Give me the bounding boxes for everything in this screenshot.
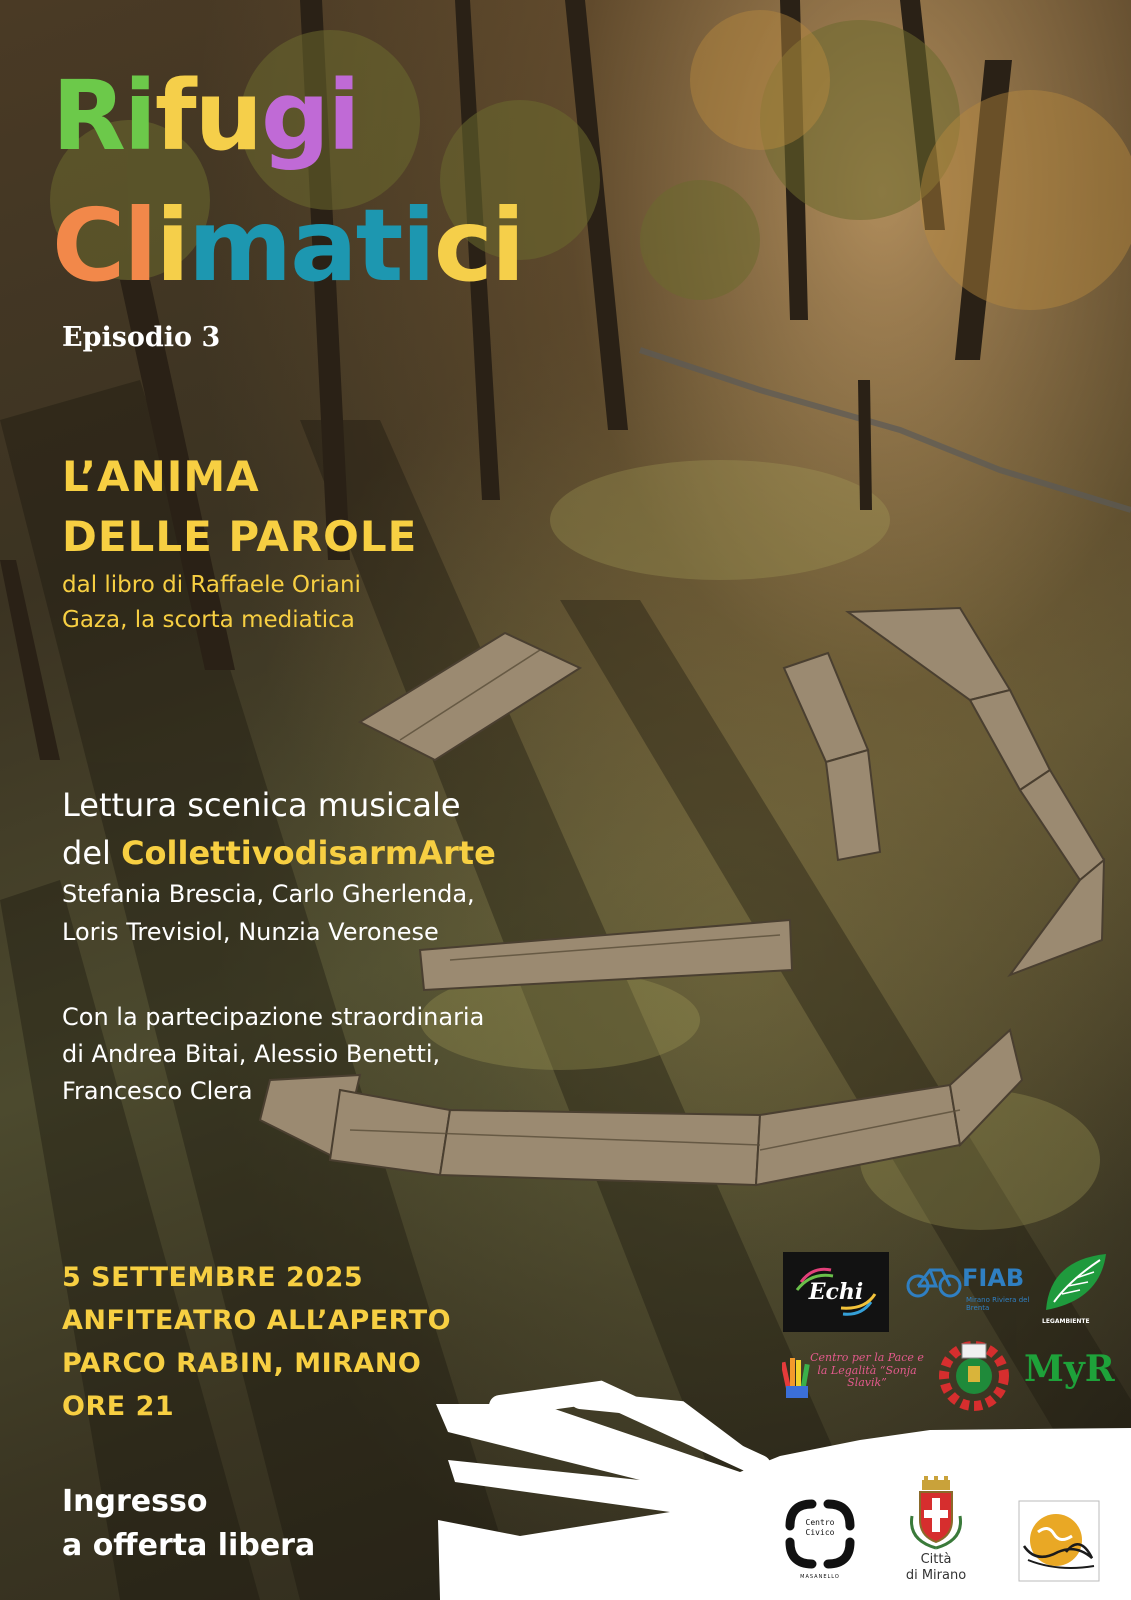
citta-line-1: Città	[920, 1552, 952, 1567]
performers-line-1: Stefania Brescia, Carlo Gherlenda,	[62, 880, 475, 908]
book-author: dal libro di Raffaele Oriani	[62, 572, 361, 598]
headline-line-2: DELLE PAROLE	[62, 512, 418, 561]
title-segment: ti	[355, 187, 434, 304]
title-line-1	[52, 60, 359, 172]
title-segment: ma	[187, 187, 356, 304]
title-segment: i	[155, 187, 188, 304]
title-segment: Ri	[52, 60, 155, 172]
centro-pace-text: Centro per la Pace e la Legalità “Sonja Slavik”	[810, 1351, 924, 1390]
performers-line-2: Loris Trevisiol, Nunzia Veronese	[62, 918, 439, 946]
entry-line-2: a offerta libera	[62, 1528, 316, 1563]
title-segment: Cl	[52, 187, 156, 304]
guests-line-3: Francesco Clera	[62, 1077, 253, 1105]
centro-civico-subtext: MASANELLO	[800, 1574, 840, 1580]
event-venue: ANFITEATRO ALL’APERTO	[62, 1305, 452, 1336]
legambiente-text: LEGAMBIENTE	[1042, 1318, 1090, 1325]
description-prefix: del	[62, 834, 122, 872]
title-segment: fu	[154, 60, 261, 172]
leaf-icon	[1040, 1250, 1110, 1316]
echi-logo	[783, 1252, 889, 1332]
book-title: Gaza, la scorta mediatica	[62, 607, 355, 633]
event-place: PARCO RABIN, MIRANO	[62, 1348, 422, 1379]
centro-pace-logo	[782, 1352, 926, 1402]
event-date: 5 SETTEMBRE 2025	[62, 1262, 364, 1293]
citta-di-mirano-logo	[896, 1476, 976, 1586]
guests-line-2: di Andrea Bitai, Alessio Benetti,	[62, 1040, 441, 1068]
event-time: ORE 21	[62, 1391, 175, 1422]
collective-name: CollettivodisarmArte	[121, 834, 496, 872]
headline-line-1: L’ANIMA	[62, 452, 260, 501]
citta-di-mirano-text	[896, 1552, 976, 1583]
title-segment: gi	[260, 60, 359, 172]
fiab-text: FIAB	[962, 1264, 1025, 1292]
episode-label: Episodio 3	[62, 322, 221, 353]
myr-logo	[1024, 1348, 1116, 1398]
bicycle-icon	[906, 1262, 962, 1302]
centro-civico-text: Centro Civico	[805, 1518, 835, 1537]
entry-line-1: Ingresso	[62, 1484, 208, 1519]
description-line-2	[62, 834, 496, 872]
centro-civico-logo	[782, 1496, 858, 1582]
coat-of-arms-icon	[896, 1476, 976, 1552]
globe-signature-icon	[1018, 1500, 1100, 1582]
asvitem-logo	[1018, 1500, 1100, 1582]
town-emblem-icon	[934, 1338, 1014, 1414]
citta-line-2: di Mirano	[905, 1567, 967, 1583]
description-line-1: Lettura scenica musicale	[62, 786, 461, 824]
legambiente-logo	[1040, 1250, 1110, 1332]
fiab-subtext: Mirano Riviera del Brenta	[966, 1296, 1030, 1312]
title-segment: ci	[433, 187, 524, 304]
myr-text: MyR	[1024, 1348, 1115, 1390]
title-line-2	[52, 187, 524, 304]
fiab-logo	[906, 1262, 1030, 1322]
guests-line-1: Con la partecipazione straordinaria	[62, 1003, 485, 1031]
mirano-tricolour-logo	[934, 1338, 1014, 1414]
echi-text: Echi	[808, 1279, 864, 1305]
